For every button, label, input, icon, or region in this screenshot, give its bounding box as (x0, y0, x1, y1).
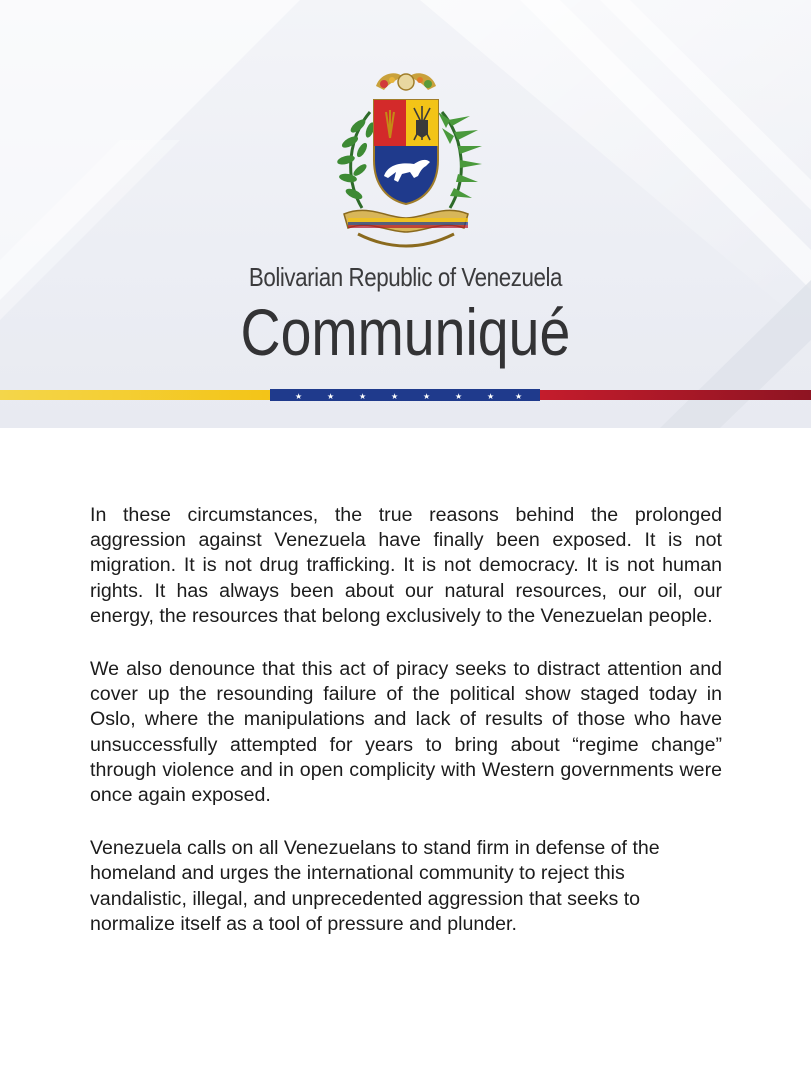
communique-header (0, 0, 811, 428)
svg-text:★: ★ (515, 392, 523, 401)
svg-text:★: ★ (391, 392, 399, 401)
paragraph-resources: In these circumstances, the true reasons behind the prolonged aggression against Venezuela have finally been exposed. It is not migration. It is not drug trafficking. It is not democracy. It is not human rights. It has always been about our natural resources, our oil, our energy, the resources that belong exclusively to the Venezuelan people. (90, 504, 722, 627)
svg-text:★: ★ (295, 392, 303, 401)
flag-stripe (0, 388, 811, 402)
paragraph-piracy: We also denounce that this act of piracy seeks to distract attention and cover up the resounding failure of the political show staged today in Oslo, where the manipulations and lack of results of those who have unsuccessfully attempted for years to bring about “regime change” through violence and in open complicity with Western governments were once again exposed. (90, 658, 722, 807)
svg-text:★: ★ (487, 392, 495, 401)
paragraph-call-to-action: Venezuela calls on all Venezuelans to stand firm in defense of the homeland and urges the international community to reject this vandalistic, illegal, and unprecedented aggression that seeks to normalize itself as a tool of pressure and plunder. (90, 837, 660, 935)
page-title: Communiqué (240, 295, 571, 369)
venezuela-coat-of-arms-icon (318, 68, 494, 252)
communique-body (90, 503, 722, 965)
country-name: Bolivarian Republic of Venezuela (248, 262, 563, 292)
svg-text:★: ★ (327, 392, 335, 401)
svg-text:★: ★ (455, 392, 463, 401)
svg-text:★: ★ (359, 392, 367, 401)
svg-text:★: ★ (423, 392, 431, 401)
